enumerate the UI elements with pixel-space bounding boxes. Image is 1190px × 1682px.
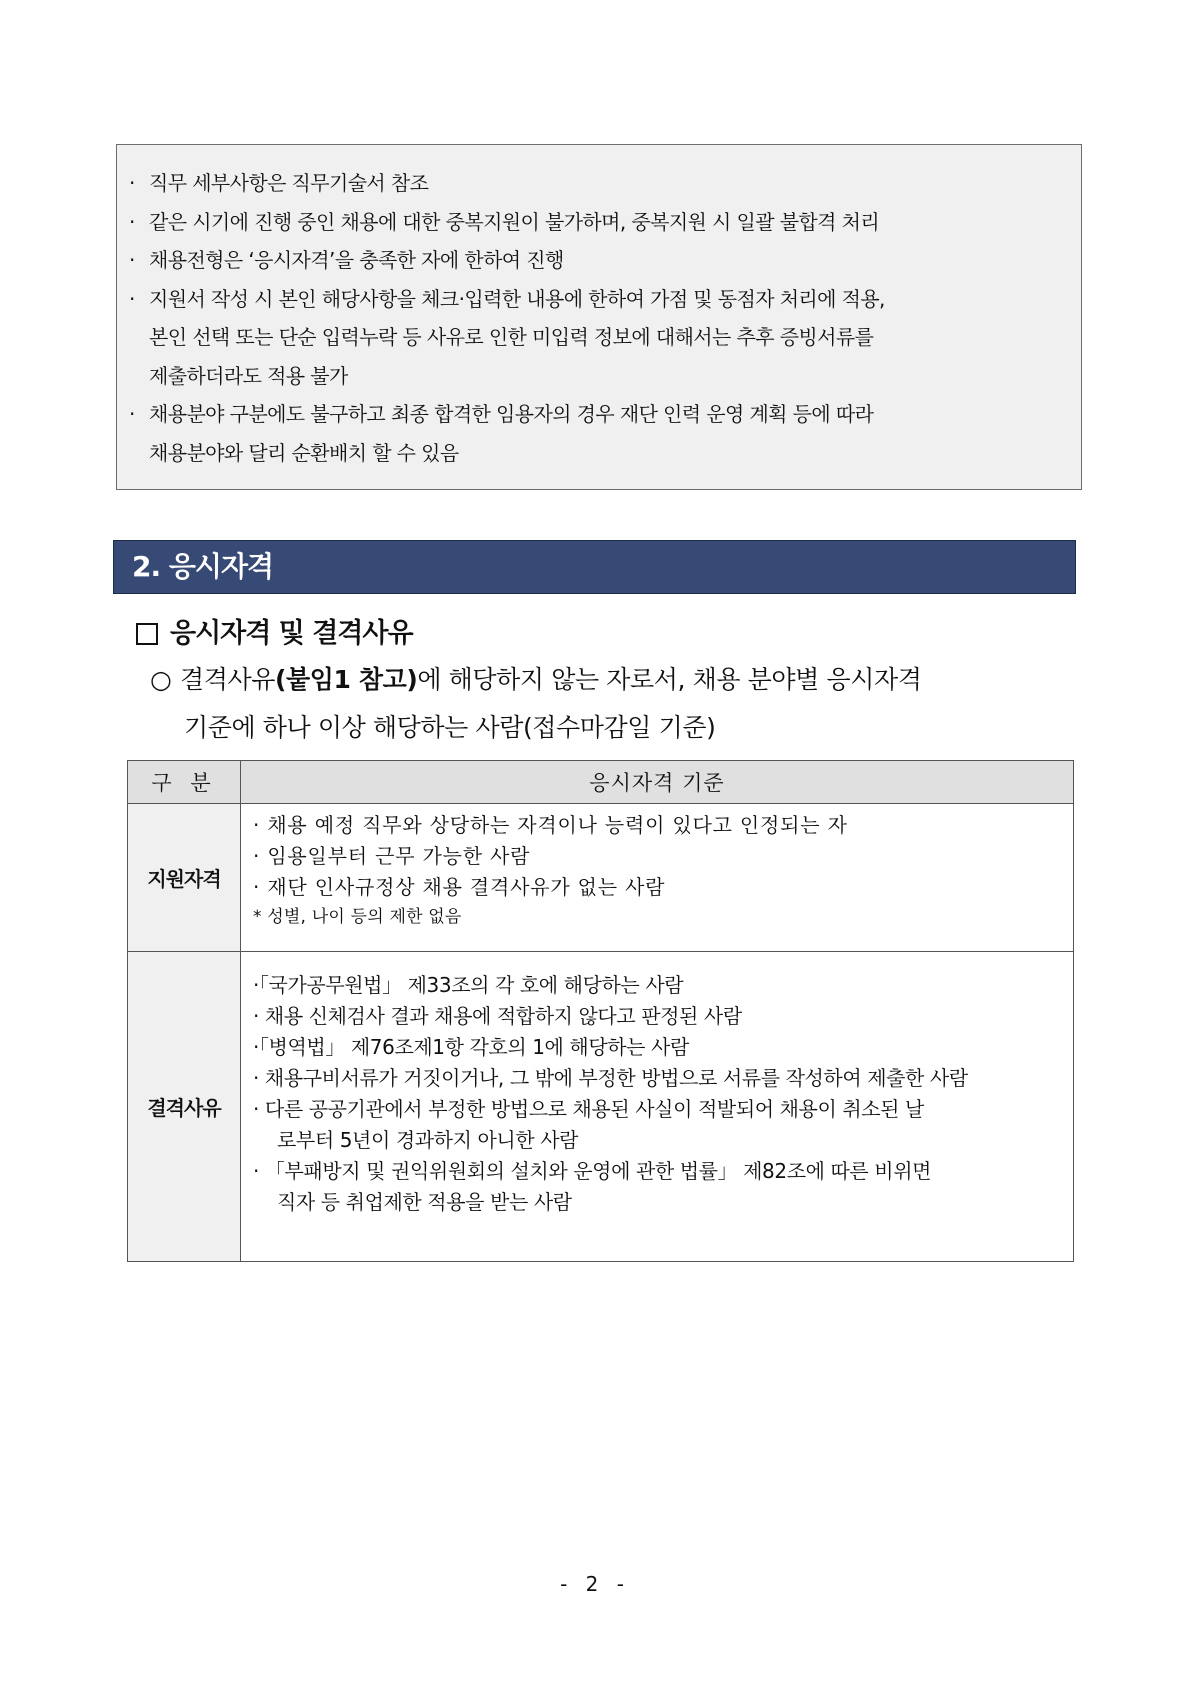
description-prefix: 결격사유 (180, 665, 276, 694)
description-line-1 (150, 656, 1080, 704)
criteria-item: · 재단 인사규정상 채용 결격사유가 없는 사람 (253, 875, 666, 899)
notice-box (116, 144, 1082, 490)
table-row (128, 804, 1074, 952)
notice-item (129, 241, 1067, 280)
criteria-item: · 채용구비서류가 거짓이거나, 그 밖에 부정한 방법으로 서류를 작성하여 제출한 사람 (253, 1066, 968, 1090)
header-criteria: 응시자격 기준 (241, 761, 1074, 804)
subheading (136, 614, 413, 654)
notice-text-continued: 본인 선택 또는 단순 입력누락 등 사유로 인한 미입력 정보에 대해서는 추후 증빙서류를 (149, 325, 874, 349)
notice-item (129, 395, 1067, 434)
bullet-icon: · (129, 248, 135, 272)
criteria-item: ·「국가공무원법」 제33조의 각 호에 해당하는 사람 (253, 973, 684, 997)
notice-item (129, 164, 1067, 203)
page-number: - 2 - (560, 1572, 630, 1596)
eligibility-table (127, 760, 1074, 1262)
criteria-item: · 채용 예정 직무와 상당하는 자격이나 능력이 있다고 인정되는 자 (253, 813, 848, 837)
table-row (128, 952, 1074, 1262)
bullet-icon: · (129, 171, 135, 195)
bullet-icon: · (129, 286, 135, 311)
criteria-item: · 채용 신체검사 결과 채용에 적합하지 않다고 판정된 사람 (253, 1004, 742, 1028)
notice-text: 같은 시기에 진행 중인 채용에 대한 중복지원이 불가하며, 중복지원 시 일괄 불합격 처리 (149, 209, 880, 234)
bullet-icon: · (129, 209, 135, 234)
criteria-item: ·「병역법」 제76조제1항 각호의 1에 해당하는 사람 (253, 1035, 689, 1059)
row-category: 결격사유 (128, 952, 241, 1262)
row-criteria (241, 952, 1074, 1262)
notice-text: 채용전형은 ‘응시자격’을 충족한 자에 한하여 진행 (149, 248, 564, 272)
row-category: 지원자격 (128, 804, 241, 952)
section-title-bar: 2. 응시자격 (113, 540, 1076, 594)
subheading-text: 응시자격 및 결격사유 (170, 618, 413, 649)
criteria-item: · 임용일부터 근무 가능한 사람 (253, 844, 531, 868)
notice-text: 지원서 작성 시 본인 해당사항을 체크·입력한 내용에 한하여 가점 및 동점자 처리에 적용, (149, 286, 885, 311)
notice-text: 채용분야 구분에도 불구하고 최종 합격한 임용자의 경우 재단 인력 운영 계획 등에 따라 (149, 402, 874, 426)
notice-text-continued: 제출하더라도 적용 불가 (149, 363, 348, 388)
circle-bullet-icon: ○ (150, 665, 172, 694)
criteria-item-continued: 직자 등 취업제한 적용을 받는 사람 (277, 1190, 572, 1214)
bullet-icon: · (129, 402, 135, 426)
criteria-item-continued: 로부터 5년이 경과하지 아니한 사람 (277, 1128, 579, 1152)
notice-item (129, 203, 1067, 242)
checkbox-square-icon (136, 623, 158, 645)
eligibility-description (150, 656, 1080, 752)
row-criteria (241, 804, 1074, 952)
header-category: 구 분 (128, 761, 241, 804)
description-line-2: 기준에 하나 이상 해당하는 사람(접수마감일 기준) (184, 713, 716, 742)
notice-item (129, 280, 1067, 319)
criteria-item: · 다른 공공기관에서 부정한 방법으로 채용된 사실이 적발되어 채용이 취소된 날 (253, 1097, 924, 1121)
description-text: 에 해당하지 않는 자로서, 채용 분야별 응시자격 (417, 665, 922, 694)
table-header-row (128, 761, 1074, 804)
notice-text: 직무 세부사항은 직무기술서 참조 (149, 171, 429, 195)
criteria-footnote: * 성별, 나이 등의 제한 없음 (253, 907, 462, 927)
criteria-item: · 「부패방지 및 권익위원회의 설치와 운영에 관한 법률」 제82조에 따른 비위면 (253, 1159, 932, 1183)
notice-text-continued: 채용분야와 달리 순환배치 할 수 있음 (149, 440, 459, 465)
description-reference: (붙임1 참고) (275, 665, 418, 694)
